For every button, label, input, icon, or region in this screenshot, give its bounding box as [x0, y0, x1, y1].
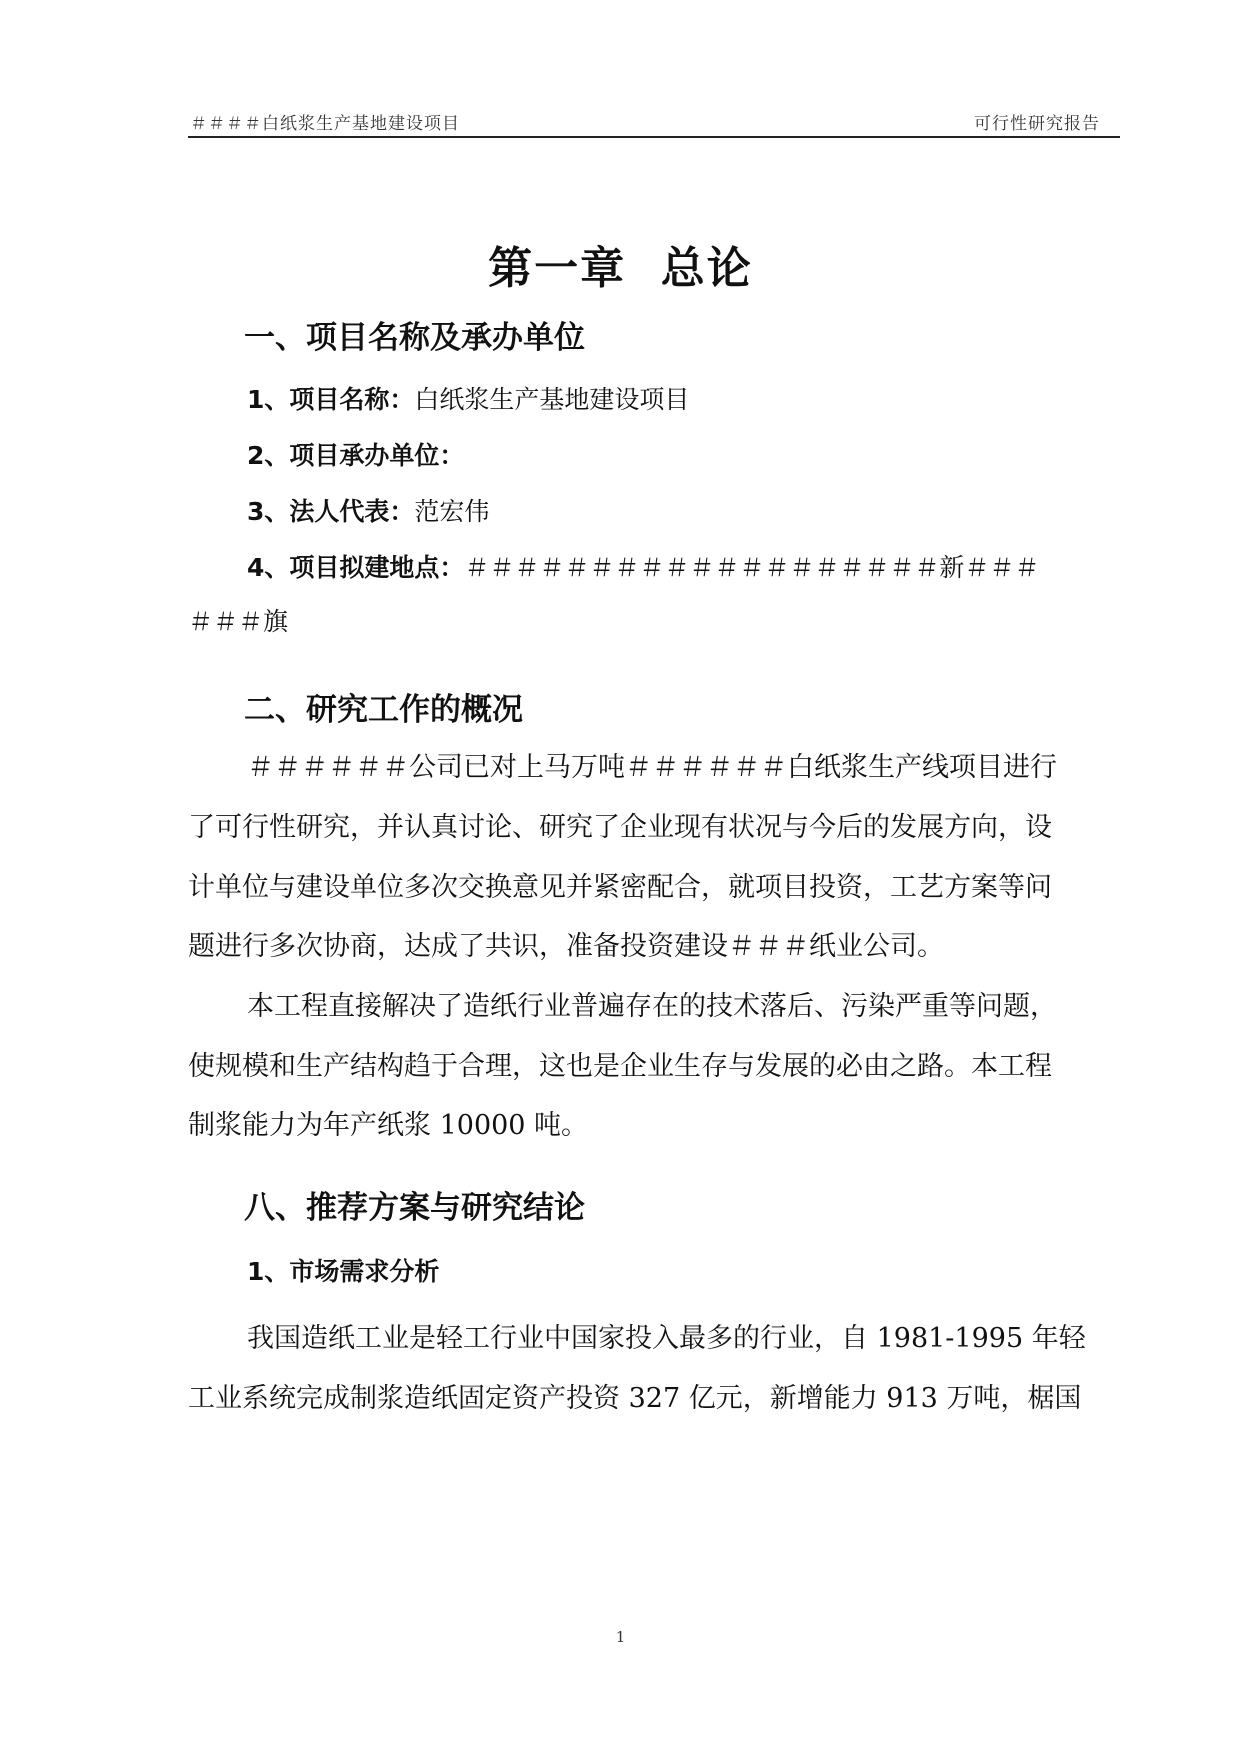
item-legal-rep	[247, 492, 489, 528]
paragraph-line: 题进行多次协商，达成了共识，准备投资建设＃＃＃纸业公司。	[188, 931, 944, 962]
item-label: 2、项目承办单位：	[247, 441, 465, 470]
item-location-continuation: ＃＃＃旗	[188, 607, 289, 636]
paragraph-line: 本工程直接解决了造纸行业普遍存在的技术落后、污染严重等问题，	[247, 991, 1057, 1022]
subsection-heading	[247, 1252, 439, 1288]
section-heading-1: 一、项目名称及承办单位	[244, 320, 585, 356]
subsection-label: 1、市场需求分析	[247, 1257, 440, 1286]
item-value: 白纸浆生产基地建设项目	[414, 385, 690, 414]
paragraph-line: 使规模和生产结构趋于合理，这也是企业生存与发展的必由之路。本工程	[188, 1051, 1052, 1082]
paragraph-line: 工业系统完成制浆造纸固定资产投资 327 亿元，新增能力 913 万吨，椐国	[188, 1383, 1082, 1414]
item-location	[247, 548, 1039, 584]
paragraph-line: ＃＃＃＃＃＃公司已对上马万吨＃＃＃＃＃＃白纸浆生产线项目进行	[247, 752, 1057, 783]
header-project-title: ＃＃＃＃白纸浆生产基地建设项目	[190, 114, 460, 134]
item-value: 范宏伟	[414, 497, 490, 526]
page-header	[188, 106, 1120, 138]
chapter-title: 第一章 总论	[488, 243, 753, 294]
header-report-type: 可行性研究报告	[974, 114, 1100, 134]
item-value: ＃＃＃＃＃＃＃＃＃＃＃＃＃＃＃＃＃＃＃新＃＃＃	[464, 553, 1040, 582]
paragraph-line: 计单位与建设单位多次交换意见并紧密配合，就项目投资，工艺方案等问	[188, 872, 1052, 903]
paragraph-line: 我国造纸工业是轻工行业中国家投入最多的行业，自 1981-1995 年轻	[247, 1323, 1086, 1354]
item-label: 3、法人代表：	[247, 497, 415, 526]
item-organizer	[247, 436, 464, 472]
item-project-name	[247, 380, 689, 416]
section-heading-2: 二、研究工作的概况	[244, 692, 523, 728]
paragraph-line: 制浆能力为年产纸浆 10000 吨。	[188, 1110, 589, 1141]
item-label: 4、项目拟建地点：	[247, 553, 465, 582]
paragraph-line: 了可行性研究，并认真讨论、研究了企业现有状况与今后的发展方向，设	[188, 812, 1052, 843]
item-label: 1、项目名称：	[247, 385, 415, 414]
section-heading-8: 八、推荐方案与研究结论	[244, 1190, 585, 1226]
page-number: 1	[615, 1628, 626, 1646]
